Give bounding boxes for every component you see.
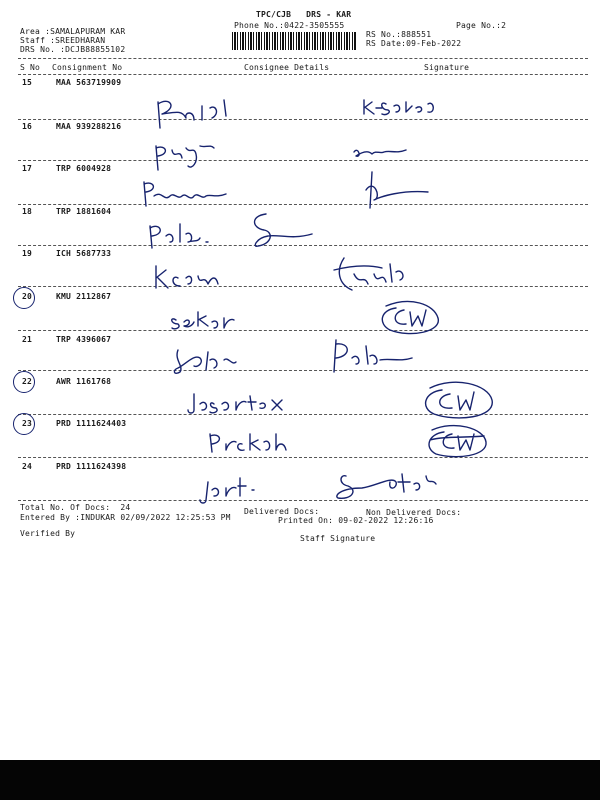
handwritten-signature-row21	[326, 338, 416, 378]
drs-number: DRS No. :DCJB88855102	[20, 45, 126, 54]
row-sno: 16	[22, 122, 33, 131]
handwritten-name-row24	[198, 474, 268, 504]
row-sno: 22	[22, 377, 33, 386]
handwritten-stamp-row22	[420, 378, 500, 424]
row-consignment: KMU 2112867	[56, 292, 112, 301]
handwritten-name-row18	[146, 220, 216, 250]
sno-circle-mark	[13, 287, 35, 309]
row-consignment: ICH 5687733	[56, 249, 112, 258]
header-divider	[18, 58, 588, 59]
handwritten-signature-row15	[360, 98, 440, 118]
row-sno: 24	[22, 462, 33, 471]
barcode	[232, 32, 356, 50]
row-divider	[18, 457, 588, 458]
column-sno: S No	[20, 63, 41, 72]
row-consignment: PRD 1111624398	[56, 462, 127, 471]
staff-label: Staff :SREEDHARAN	[20, 36, 106, 45]
non-delivered-docs: Non Delivered Docs:	[366, 508, 462, 517]
row-sno: 18	[22, 207, 33, 216]
row-sno: 15	[22, 78, 33, 87]
handwritten-name-row16	[152, 140, 222, 176]
row-sno: 23	[22, 419, 33, 428]
row-consignment: AWR 1161768	[56, 377, 112, 386]
column-divider	[18, 74, 588, 75]
column-signature: Signature	[424, 63, 470, 72]
sno-circle-mark	[13, 371, 35, 393]
row-sno: 19	[22, 249, 33, 258]
row-sno: 21	[22, 335, 33, 344]
handwritten-signature-row17	[362, 168, 432, 212]
sno-circle-mark	[13, 413, 35, 435]
row-divider	[18, 370, 588, 371]
page-number: Page No.:2	[456, 21, 507, 30]
rs-date: RS Date:09-Feb-2022	[366, 39, 462, 48]
row-consignment: MAA 939288216	[56, 122, 122, 131]
row-divider	[18, 500, 588, 501]
row-divider	[18, 286, 588, 287]
row-divider	[18, 204, 588, 205]
handwritten-stamp-row20	[376, 298, 446, 338]
scan-edge-shadow	[0, 760, 600, 800]
handwritten-name-row19	[150, 262, 220, 292]
row-divider	[18, 330, 588, 331]
row-consignment: TRP 6004928	[56, 164, 112, 173]
row-divider	[18, 119, 588, 120]
handwritten-signature-row16	[350, 144, 410, 160]
row-divider	[18, 160, 588, 161]
row-consignment: TRP 1881604	[56, 207, 112, 216]
row-sno: 20	[22, 292, 33, 301]
handwritten-stamp-row23	[424, 422, 494, 462]
entered-by: Entered By :INDUKAR 02/09/2022 12:25:53 PM	[20, 513, 231, 522]
row-sno: 17	[22, 164, 33, 173]
row-consignment: PRD 1111624403	[56, 419, 127, 428]
handwritten-signature-row24	[332, 468, 442, 508]
handwritten-name-row20	[168, 308, 238, 332]
printed-on: Printed On: 09-02-2022 12:26:16	[278, 516, 434, 525]
area-label: Area :SAMALAPURAM KAR	[20, 27, 126, 36]
rs-number: RS No.:888551	[366, 30, 432, 39]
row-consignment: MAA 563719909	[56, 78, 122, 87]
handwritten-name-row22	[186, 388, 286, 418]
handwritten-name-row15	[150, 94, 240, 134]
row-consignment: TRP 4396067	[56, 335, 112, 344]
row-divider	[18, 414, 588, 415]
document-title: TPC/CJB DRS - KAR	[256, 10, 352, 19]
handwritten-name-row23	[206, 430, 296, 454]
total-docs: Total No. Of Docs: 24	[20, 503, 131, 512]
delivered-docs: Delivered Docs:	[244, 507, 320, 516]
column-consignee: Consignee Details	[244, 63, 330, 72]
handwritten-name-row21	[170, 346, 240, 376]
handwritten-signature-row19	[330, 256, 414, 296]
handwritten-signature-row18	[248, 210, 318, 254]
staff-signature-label: Staff Signature	[300, 534, 376, 543]
handwritten-name-row17	[140, 180, 230, 210]
phone-number: Phone No.:0422-3505555	[234, 21, 345, 30]
verified-by: Verified By	[20, 529, 76, 538]
column-consignment: Consignment No	[52, 63, 123, 72]
